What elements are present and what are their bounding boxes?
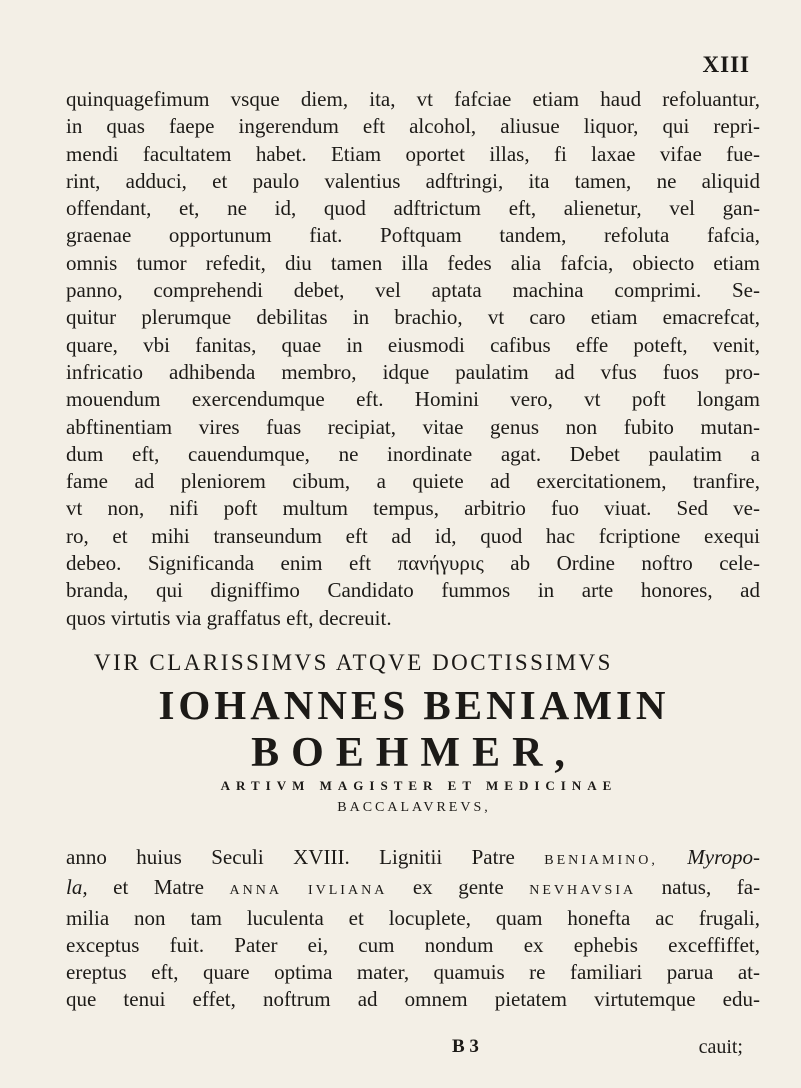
- text-line: milia non tam luculenta et locuplete, quam honefta ac frugali,: [66, 905, 760, 930]
- text-line: infricatio adhibenda membro, idque paulatim ad vfus fuos pro-: [66, 359, 760, 384]
- text-run: et Matre: [113, 875, 204, 900]
- smallcaps-name: BENIAMINO,: [544, 853, 658, 868]
- text-line: mouendum exercendumque eft. Homini vero, vt poft longam: [66, 387, 760, 412]
- heading-degree: ARTIVM MAGISTER ET MEDICINAE: [220, 778, 618, 793]
- text-line: in quas faepe ingerendum eft alcohol, aliusue liquor, qui repri-: [66, 114, 760, 139]
- text-line: offendant, et, ne id, quod adftrictum eft, alienetur, vel gan-: [66, 196, 760, 221]
- paragraph-1: [66, 86, 760, 632]
- heading-title-line: VIR CLARISSIMVS ATQVE DOCTISSIMVS: [94, 650, 613, 675]
- catchword: cauit;: [698, 1036, 743, 1058]
- italic-place: la,: [66, 875, 88, 900]
- text-line: ro, et mihi transeundum eft ad id, quod hac fcriptione exequi: [66, 523, 760, 548]
- text-run: anno huius Seculi XVIII. Lignitii Patre: [66, 845, 515, 869]
- text-line: mendi facultatem habet. Etiam oportet illas, fi laxae vifae fue-: [66, 141, 760, 166]
- text-line: panno, comprehendi debet, vel aptata machina comprimi. Se-: [66, 278, 760, 303]
- text-line: vt non, nifi poft multum tempus, arbitrio fuo viuat. Sed ve-: [66, 496, 760, 521]
- signature-mark: B 3: [452, 1036, 479, 1057]
- text-line: branda, qui digniffimo Candidato fummos in arte honores, ad: [66, 578, 760, 603]
- text-line: [66, 874, 760, 904]
- text-line: quos virtutis via graffatus eft, decreuit.: [66, 605, 392, 630]
- heading-baccalaureate: BACCALAVREVS,: [337, 800, 491, 815]
- text-line: fame ad pleniorem cibum, a quiete ad exercitationem, tranfire,: [66, 469, 760, 494]
- italic-place: Myropo-: [687, 845, 760, 869]
- text-line: quare, vbi fanitas, quae in eiusmodi cafibus effe poteft, venit,: [66, 332, 760, 357]
- text-line: quinquagefimum vsque diem, ita, vt fafciae etiam haud refoluantur,: [66, 87, 760, 111]
- text-line: exceptus fuit. Pater ei, cum nondum ex ephebis exceffiffet,: [66, 932, 760, 957]
- text-line: ereptus eft, quare optima mater, quamuis re familiari parua at-: [66, 960, 760, 985]
- text-line: que tenui effet, noftrum ad omnem pietatem virtutemque edu-: [66, 987, 760, 1012]
- text-line: graenae opportunum fiat. Poftquam tandem, refoluta fafcia,: [66, 223, 760, 248]
- smallcaps-name: ANNA IVLIANA: [229, 883, 388, 899]
- text-line: omnis tumor refedit, diu tamen illa fedes alia fafcia, obiecto etiam: [66, 250, 760, 275]
- text-line: debeo. Significanda enim eft πανήγυρις ab Ordine noftro cele-: [66, 551, 760, 576]
- text-line: [66, 844, 760, 874]
- paragraph-2: [66, 844, 760, 1014]
- text-line: abftinentiam vires fuas recipiat, vitae genus non fubito mutan-: [66, 414, 760, 439]
- text-line: quitur plerumque debilitas in brachio, vt caro etiam emacrefcat,: [66, 305, 760, 330]
- page-number: XIII: [702, 52, 750, 77]
- text-run: natus, fa-: [661, 875, 761, 900]
- heading-given-names: IOHANNES BENIAMIN: [158, 682, 670, 728]
- text-line: rint, adduci, et paulo valentius adftringi, ita tamen, ne aliquid: [66, 168, 760, 193]
- text-run: ex gente: [412, 875, 504, 900]
- text-line: dum eft, cauendumque, ne inordinate agat. Debet paulatim a: [66, 441, 760, 466]
- heading-surname: BOEHMER,: [251, 730, 577, 776]
- smallcaps-name: NEVHAVSIA: [529, 883, 637, 899]
